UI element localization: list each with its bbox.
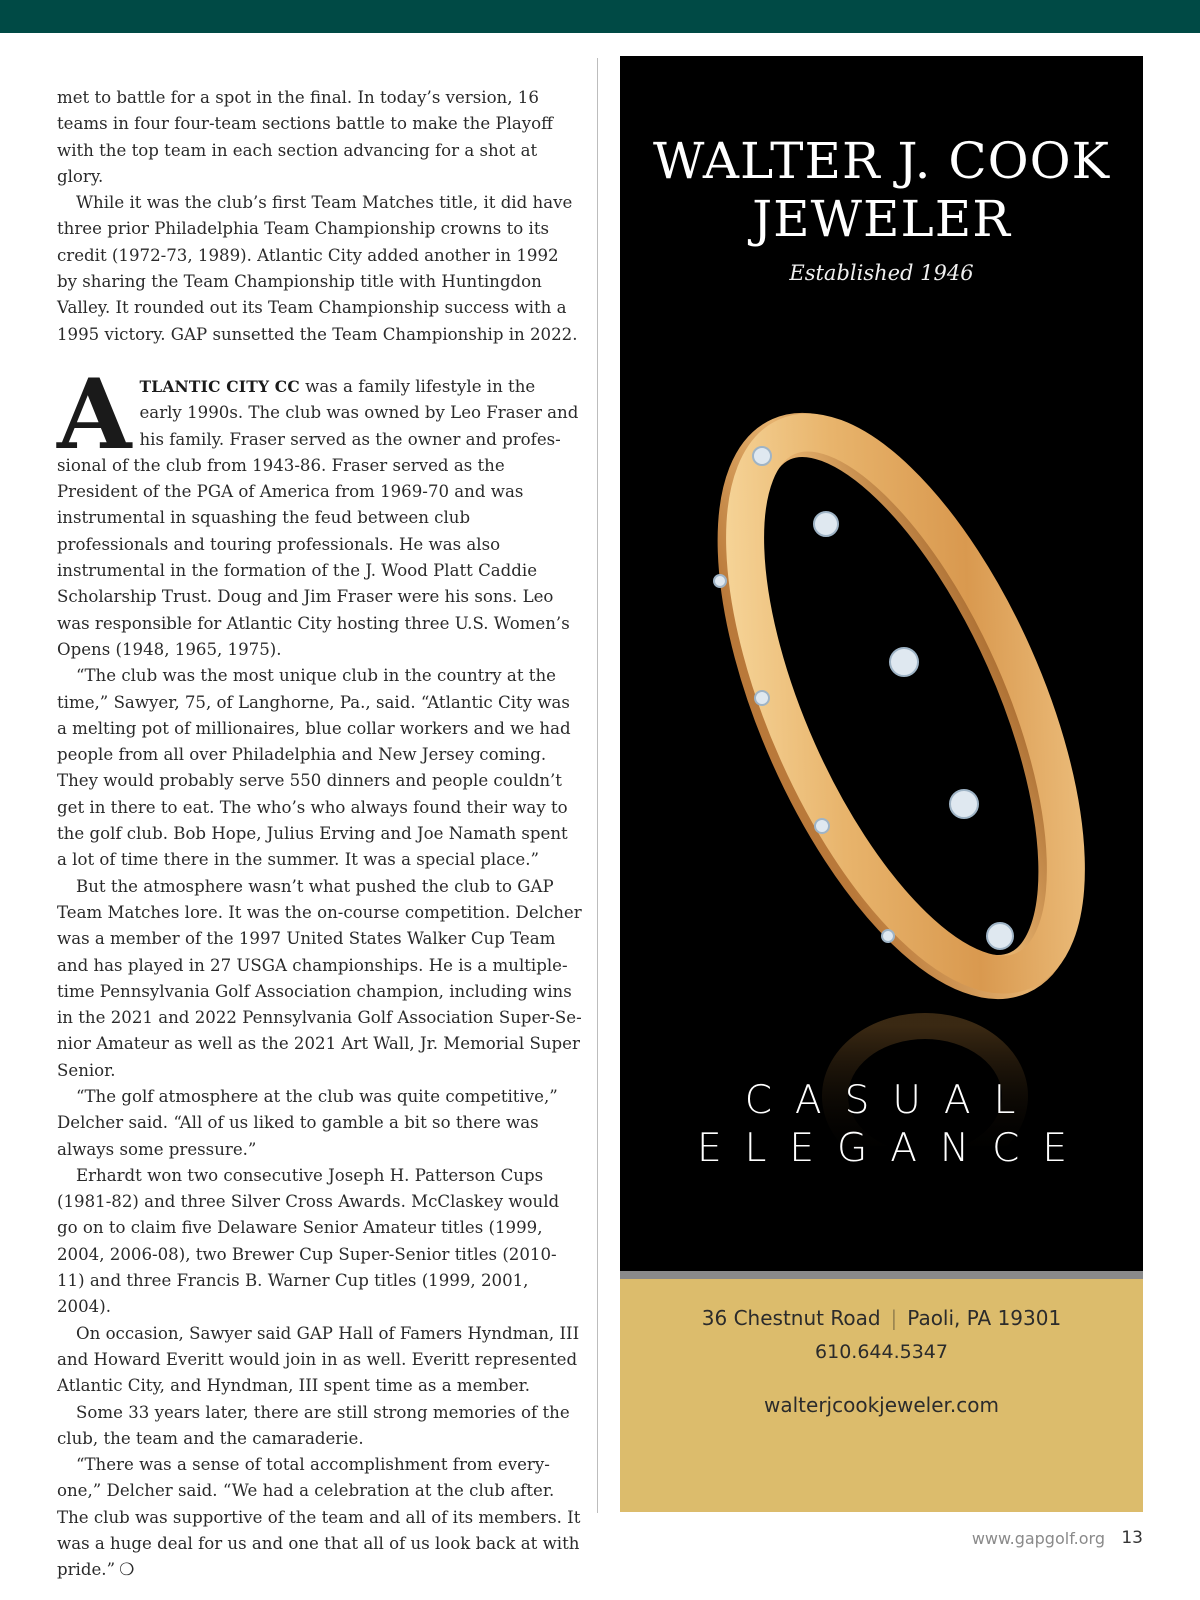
ad-separator: |	[890, 1306, 898, 1330]
jeweler-advertisement[interactable]	[620, 56, 1143, 1512]
article-paragraph-last	[57, 1452, 582, 1583]
paragraph-text: “There was a sense of total accomplishment from everyone,” Delcher said. “We had a celebration at the club after. The club was supportive of the team and all of its members. It was a huge deal for us and one that all of us look back at with pride.”	[57, 1455, 581, 1580]
article-paragraph: But the atmosphere wasn’t what pushed the club to GAP Team Matches lore. It was the on-course competition. Delcher was a member of the 1997 United States Walker Cup Team and has played in 27 USGA championships. He is a multiple-time Pennsylvania Golf Association champion, including wins in the 2021 and 2022 Pennsylvania Golf Association Super-Senior Amateur as well as the 2021 Art Wall, Jr. Memorial Super Senior.	[57, 876, 582, 1080]
header-band	[0, 0, 1200, 33]
ad-brand-subtitle: JEWELER	[752, 190, 1011, 248]
article-paragraph: While it was the club’s first Team Matches title, it did have three prior Philadelphia Team Championship crowns to its credit (1972-73, 1989). Atlantic City added another in 1992 by sharing the Team Championship title with Huntingdon Valley. It rounded out its Team Championship success with a 1995 victory. GAP sunsetted the Team Championship in 2022.	[57, 193, 578, 344]
ad-tagline-line2: ELEGANCE	[697, 1126, 1090, 1171]
ad-stripe	[620, 1271, 1143, 1279]
ad-website-link[interactable]: walterjcookjeweler.com	[764, 1393, 999, 1417]
ad-street: 36 Chestnut Road	[701, 1306, 881, 1330]
column-divider	[597, 58, 598, 1513]
end-mark-icon: ❍	[119, 1560, 135, 1581]
ad-phone: 610.644.5347	[815, 1341, 948, 1363]
article-paragraph: “The club was the most unique club in the country at the time,” Sawyer, 75, of Langhorne, Pa., said. “Atlantic City was a melting pot of millionaires, blue collar workers and we had people from all over Philadelphia and New Jersey coming. They would probably serve 550 dinners and people couldn’t get in there to eat. The who’s who always found their way to the golf club. Bob Hope, Julius Erving and Joe Namath spent a lot of time there in the summer. It was a special place.”	[57, 666, 571, 870]
paragraph-text: was a family lifestyle in the early 1990s. The club was owned by Leo Fraser and his family. Fraser served as the owner and professional of the club from 1943-86. Fraser served as the President of the PGA of America from 1969-70 and was instrumental in squashing the feud between club professionals and touring professionals. He was also instrumental in the formation of the J. Wood Platt Caddie Scholarship Trust. Doug and Jim Fraser were his sons. Leo was responsible for Atlantic City hosting three U.S. Women’s Opens (1948, 1965, 1975).	[57, 376, 579, 659]
article-body	[57, 85, 582, 1584]
ad-brand-name: WALTER J. COOK	[652, 132, 1111, 190]
drop-cap: A	[57, 357, 132, 471]
ad-tagline-line1: CASUAL	[744, 1078, 1039, 1123]
article-paragraph: “The golf atmosphere at the club was quite competitive,” Delcher said. “All of us liked to gamble a bit so there was always some pressure.”	[57, 1086, 558, 1159]
gold-bangle-image	[660, 376, 1120, 1146]
article-paragraph-dropcap	[57, 357, 582, 663]
footer-website-link[interactable]: www.gapgolf.org	[971, 1529, 1105, 1548]
lead-in-caps: TLANTIC CITY CC	[139, 376, 300, 396]
ad-city: Paoli, PA 19301	[907, 1306, 1062, 1330]
page-number: 13	[1121, 1528, 1143, 1548]
article-paragraph: On occasion, Sawyer said GAP Hall of Famers Hyndman, III and Howard Everitt would join in as well. Everitt represented Atlantic City, and Hyndman, III spent time as a member.	[57, 1323, 580, 1396]
article-paragraph: met to battle for a spot in the final. In today’s version, 16 teams in four four-team sections battle to make the Playoff with the top team in each section advancing for a shot at glory.	[57, 88, 553, 186]
ad-address	[620, 1306, 1143, 1330]
article-paragraph: Some 33 years later, there are still strong memories of the club, the team and the camaraderie.	[57, 1402, 570, 1448]
article-paragraph: Erhardt won two consecutive Joseph H. Patterson Cups (1981-82) and three Silver Cross Awards. McClaskey would go on to claim five Delaware Senior Amateur titles (1999, 2004, 2006-08), two Brewer Cup Super-Senior titles (2010-11) and three Francis B. Warner Cup titles (1999, 2001, 2004).	[57, 1165, 560, 1317]
ad-established: Established 1946	[789, 261, 974, 285]
